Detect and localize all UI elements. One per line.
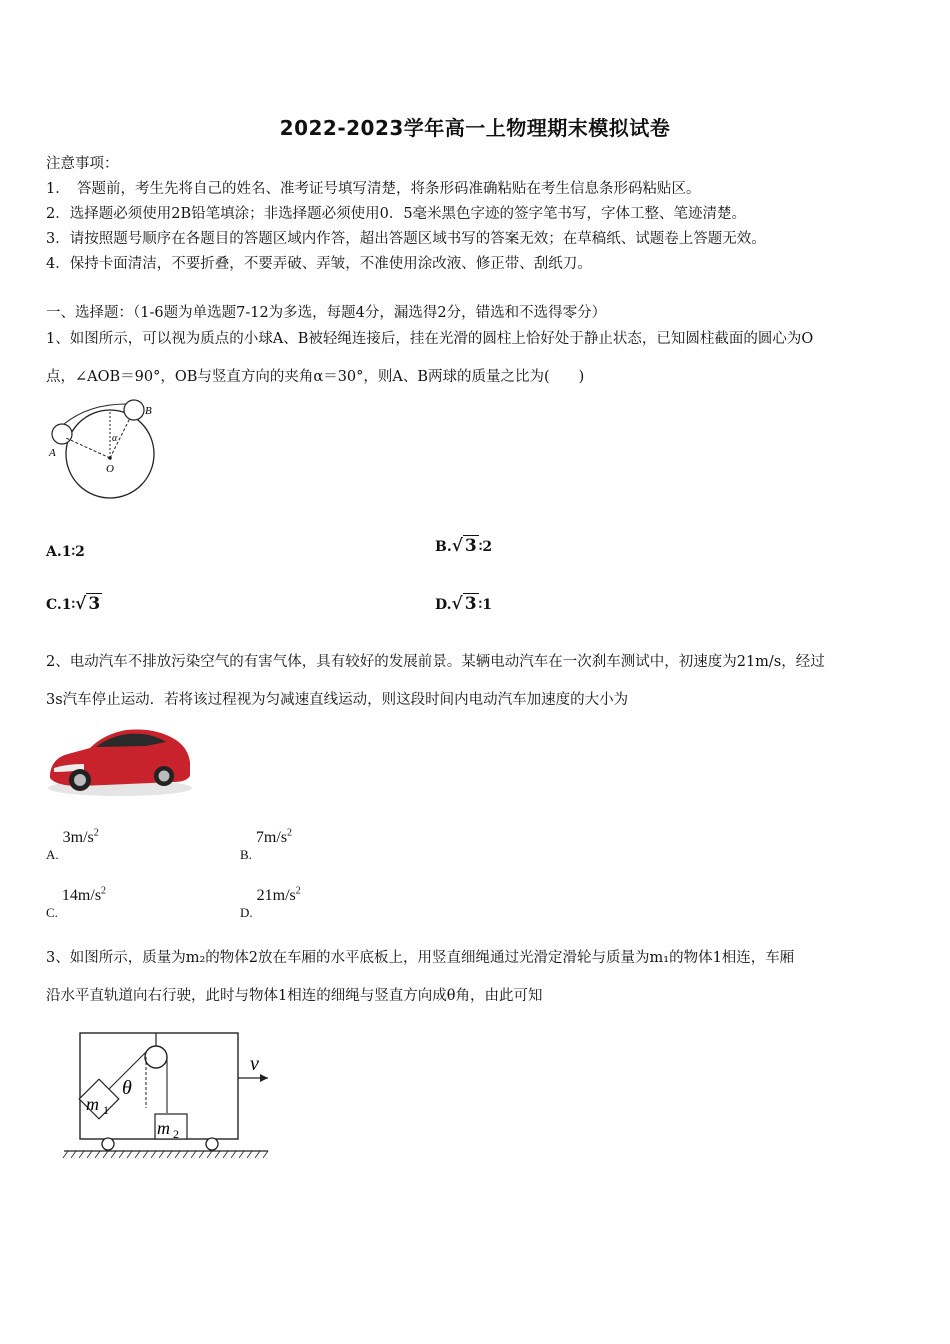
wheel-left xyxy=(102,1138,114,1150)
q1-option-b-label: B. xyxy=(435,539,452,555)
q1-text-line2: 点，∠AOB＝90°，OB与竖直方向的夹角α＝30°，则A、B两球的质量之比为( ) xyxy=(46,369,585,385)
notice-item-2: 2．选择题必须使用2B铅笔填涂；非选择题必须使用0．5毫米黑色字迹的签字笔书写，字体工整、笔迹清楚。 xyxy=(46,206,747,222)
notice-item-4: 4．保持卡面清洁，不要折叠，不要弄破、弄皱，不准使用涂改液、修正带、刮纸刀。 xyxy=(46,256,592,272)
q1-option-d[interactable]: D.√ 3 ∶1 xyxy=(435,594,492,614)
sqrt-symbol: √ 3 xyxy=(75,594,101,614)
section-heading: 一、选择题：（1-6题为单选题7-12为多选，每题4分，漏选得2分，错选和不选得零分） xyxy=(46,305,607,321)
q2-option-c[interactable]: $C.14m/s^2$ xyxy=(46,886,107,921)
q2-option-a[interactable]: $A.3m/s^2$ xyxy=(46,828,99,863)
q1-option-b[interactable]: B.√ 3 ∶2 xyxy=(435,536,493,556)
arrow-head xyxy=(260,1074,268,1082)
q2-text-line1: 2、电动汽车不排放污染空气的有害气体，具有较好的发展前景。某辆电动汽车在一次刹车测试中，初速度为21m/s，经过 xyxy=(46,654,825,670)
sqrt-symbol: √ 3 xyxy=(451,594,477,614)
q1-cylinder-figure xyxy=(44,396,164,504)
page-title: 2022-2023学年高一上物理期末模拟试卷 xyxy=(279,116,671,140)
q2-option-d-value: $21m/s^2$ xyxy=(256,886,301,905)
sqrt-symbol: √ 3 xyxy=(451,536,477,556)
ball-b xyxy=(124,400,144,420)
q1-option-a-label: A.1∶2 xyxy=(46,544,85,560)
notice-item-3: 3．请按照题号顺序在各题目的答题区域内作答，超出答题区域书写的答案无效；在草稿纸、试题卷上答题无效。 xyxy=(46,231,766,247)
q1-text-line1: 1、如图所示，可以视为质点的小球A、B被轻绳连接后，挂在光滑的圆柱上恰好处于静止状态，已知圆柱截面的圆心为O xyxy=(46,331,814,347)
q3-text-line1: 3、如图所示，质量为m₂的物体2放在车厢的水平底板上，用竖直细绳通过光滑定滑轮与质量为m₁的物体1相连，车厢 xyxy=(46,950,795,966)
q3-text-line2: 沿水平直轨道向右行驶，此时与物体1相连的细绳与竖直方向成θ角，由此可知 xyxy=(46,988,543,1004)
label-m1-sub: 1 xyxy=(103,1103,109,1117)
q1-option-c-label: C.1∶ xyxy=(46,597,76,613)
q2-text-line2: 3s汽车停止运动．若将该过程视为匀减速直线运动，则这段时间内电动汽车加速度的大小为 xyxy=(46,692,629,708)
rope xyxy=(64,404,126,424)
q2-option-c-value: $14m/s^2$ xyxy=(61,886,107,905)
label-alpha: α xyxy=(112,433,118,444)
label-m1: m xyxy=(86,1094,99,1114)
q1-option-d-label: D. xyxy=(435,597,452,613)
q3-cart-figure xyxy=(60,1028,275,1164)
label-m2-sub: 2 xyxy=(173,1127,179,1141)
ground-hatch xyxy=(63,1151,268,1158)
label-v: v xyxy=(250,1053,259,1075)
label-theta: θ xyxy=(122,1077,132,1099)
center-o xyxy=(108,456,112,460)
pulley xyxy=(145,1046,167,1068)
q1-option-a[interactable] xyxy=(46,544,85,560)
line-oa xyxy=(66,438,110,458)
notice-heading: 注意事项： xyxy=(46,156,119,172)
q2-car-image xyxy=(46,716,194,798)
q1-option-c[interactable] xyxy=(46,594,102,614)
label-b: B xyxy=(145,405,152,417)
label-m2: m xyxy=(157,1118,170,1138)
label-o: O xyxy=(106,463,114,475)
q2-option-b-value: $7m/s^2$ xyxy=(255,828,293,847)
notice-item-1: 1． 答题前，考生先将自己的姓名、准考证号填写清楚，将条形码准确粘贴在考生信息条形码粘贴区。 xyxy=(46,181,701,197)
ball-a xyxy=(52,424,72,444)
q2-option-a-value: $3m/s^2$ xyxy=(62,828,99,847)
q2-option-b[interactable]: $B.7m/s^2$ xyxy=(240,828,293,863)
wheel-right xyxy=(206,1138,218,1150)
label-a: A xyxy=(49,447,56,459)
q2-option-d[interactable]: $D.21m/s^2$ xyxy=(240,886,301,921)
